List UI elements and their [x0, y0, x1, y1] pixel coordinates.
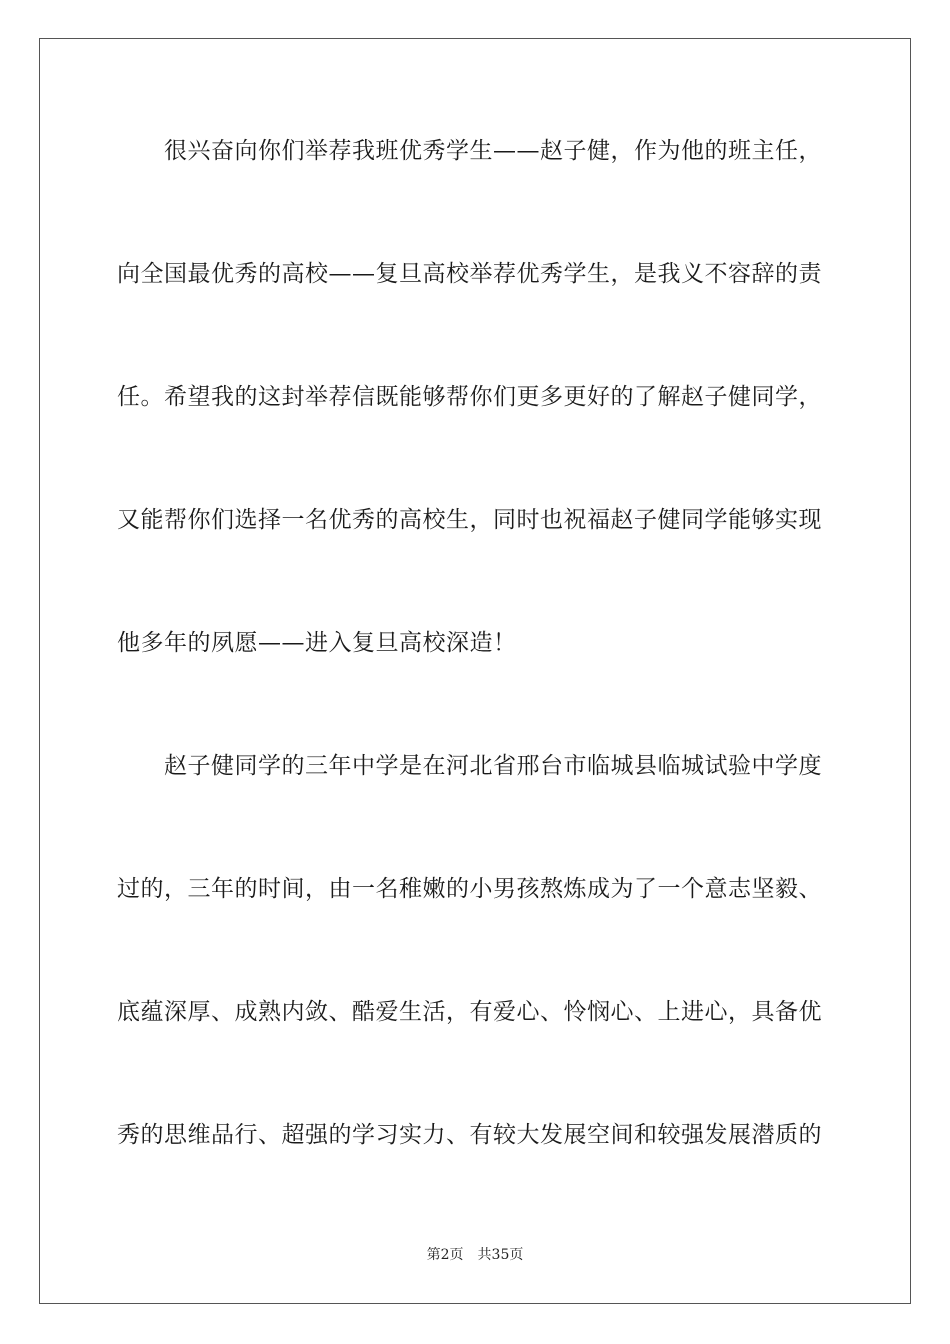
paragraph-1-line-5: 他多年的夙愿——进入复旦高校深造！	[117, 630, 517, 656]
paragraph-1-line-4: 又能帮你们选择一名优秀的高校生，同时也祝福赵子健同学能够实现	[117, 507, 822, 533]
paragraph-2-line-1: 赵子健同学的三年中学是在河北省邢台市临城县临城试验中学度	[164, 753, 822, 779]
paragraph-2-line-3: 底蕴深厚、成熟内敛、酷爱生活，有爱心、怜悯心、上进心，具备优	[117, 999, 822, 1025]
page-footer	[0, 1246, 950, 1264]
paragraph-1-line-3: 任。希望我的这封举荐信既能够帮你们更多更好的了解赵子健同学，	[117, 384, 822, 410]
page-number-total: 共35页	[477, 1247, 524, 1263]
paragraph-2-line-4: 秀的思维品行、超强的学习实力、有较大发展空间和较强发展潜质的	[117, 1122, 822, 1148]
page-border	[39, 38, 911, 1304]
paragraph-1-line-1: 很兴奋向你们举荐我班优秀学生——赵子健，作为他的班主任，	[164, 138, 822, 164]
paragraph-2-line-2: 过的，三年的时间，由一名稚嫩的小男孩熬炼成为了一个意志坚毅、	[117, 876, 822, 902]
paragraph-1-line-2: 向全国最优秀的高校——复旦高校举荐优秀学生，是我义不容辞的责	[117, 261, 822, 287]
page-number-current: 第2页	[426, 1247, 464, 1263]
